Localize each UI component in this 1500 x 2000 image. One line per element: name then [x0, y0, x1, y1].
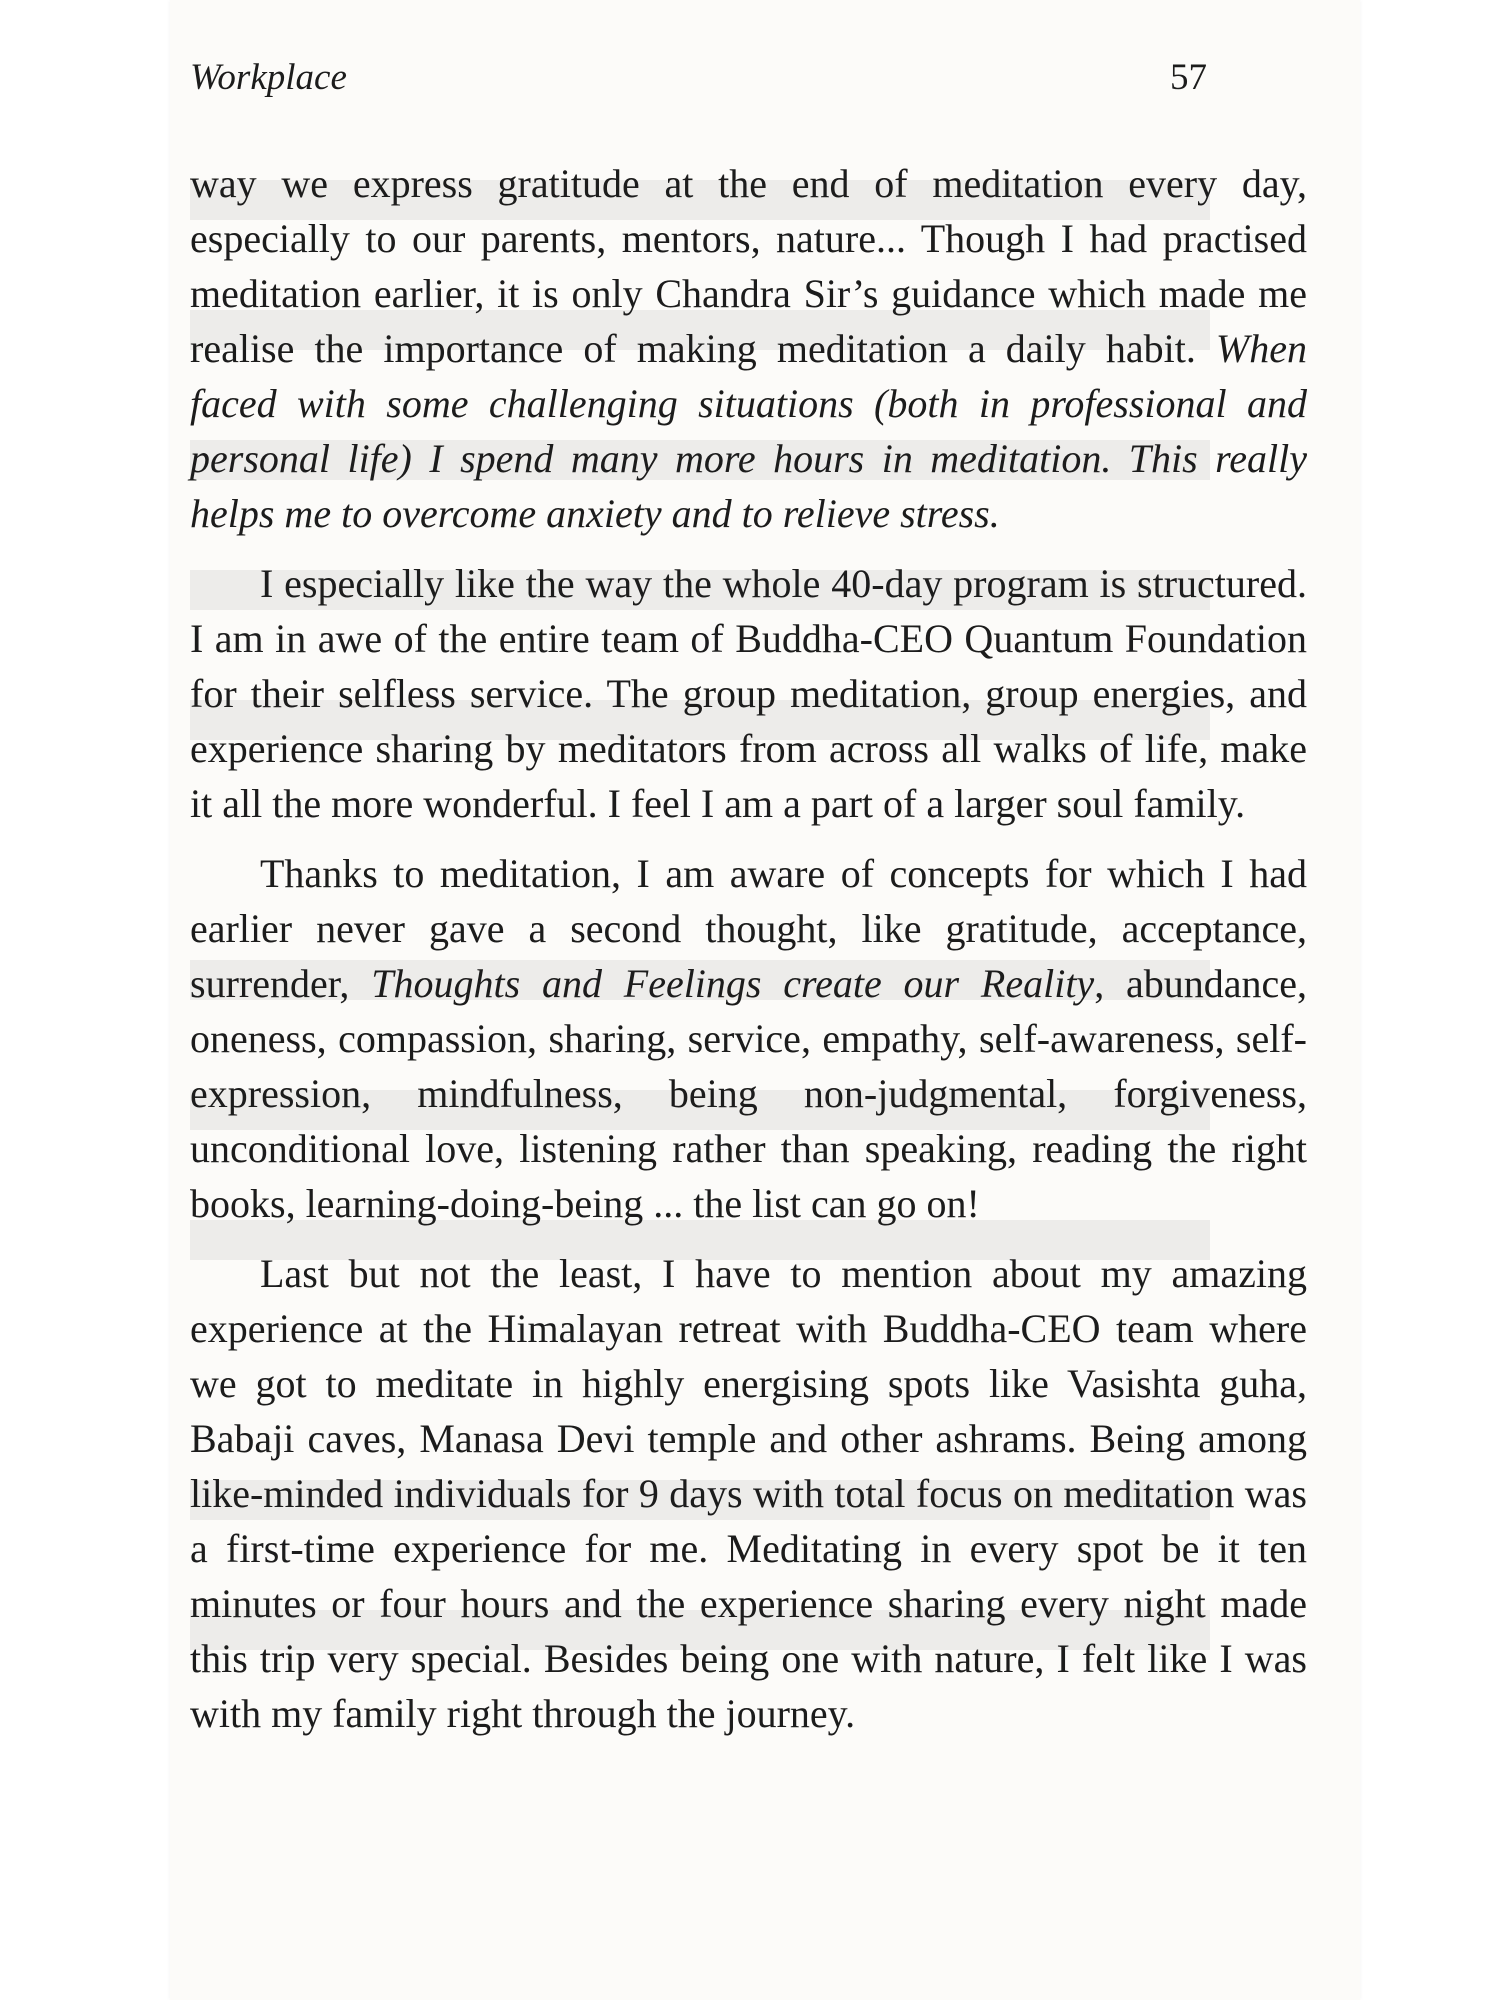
running-title: Workplace — [190, 57, 347, 98]
paragraph-himalayan-retreat: Last but not the least, I have to mention about my amazing experience at the Himalayan retreat with Buddha-CEO team where we got to meditate in highly energising spots like Vasishta guha, Babaji caves, Manasa Devi temple and other ashrams. Being among like-minded individuals for 9 days with total focus on meditation was a first-time experience for me. Meditating in every spot be it ten minutes or four hours and the experience sharing every night made this trip very special. Besides being one with nature, I felt like I was with my family right through the journey. — [190, 1251, 1307, 1736]
paragraph-gratitude-text: way we express gratitude at the end of meditation every day, especially to our parents, mentors, nature... Though I had practised meditation earlier, it is only Chandra Sir’s guidance which made me realise the importance of making meditation a daily habit. — [190, 161, 1307, 371]
body-text — [190, 156, 1307, 1756]
page-number: 57 — [1170, 57, 1207, 98]
paragraph-gratitude-italic: When faced with some challenging situations (both in professional and personal life) I spend many more hours in meditation. This really helps me to overcome anxiety and to relieve stress. — [190, 326, 1307, 536]
paragraph-gratitude — [190, 156, 1307, 541]
paragraph-concepts-part2: , abundance, oneness, compassion, sharing, service, empathy, self-awareness, self-expression, mindfulness, being non-judgmental, forgiveness, unconditional love, listening rather than speaking, reading the right books, learning-doing-being ... the list can go on! — [190, 961, 1307, 1226]
running-header — [190, 56, 1207, 100]
paragraph-concepts-part1: Thanks to meditation, I am aware of concepts for which I had earlier never gave a second thought, like gratitude, acceptance, surrender, — [190, 851, 1307, 1006]
paragraph-program: I especially like the way the whole 40-day program is structured. I am in awe of the entire team of Buddha-CEO Quantum Foundation for their selfless service. The group meditation, group energies, and experience sharing by meditators from across all walks of life, make it all the more wonderful. I feel I am a part of a larger soul family. — [190, 561, 1307, 826]
book-page — [170, 0, 1360, 2000]
paragraph-concepts — [190, 846, 1307, 1231]
paragraph-concepts-italic: Thoughts and Feelings create our Reality — [371, 961, 1095, 1006]
